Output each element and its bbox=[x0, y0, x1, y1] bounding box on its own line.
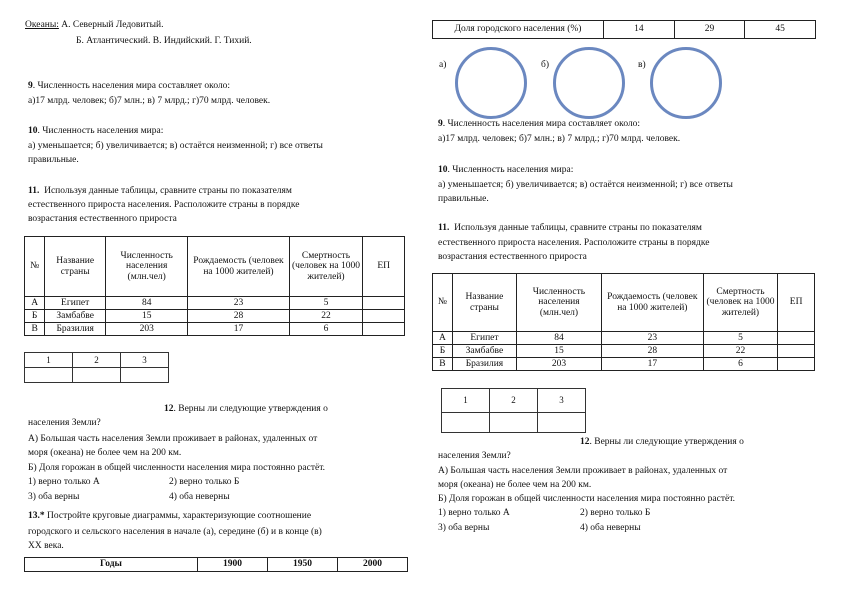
pie-chart-circle-c[interactable] bbox=[650, 47, 722, 119]
ep-cell[interactable] bbox=[363, 323, 405, 336]
q11-line3-right: возрастания естественного прироста bbox=[438, 252, 587, 262]
q11-line2: естественного прироста населения. Расположите страны в порядке bbox=[28, 200, 300, 210]
th-birth: Рождаемость (человек на 1000 жителей) bbox=[188, 237, 289, 297]
q12-statement-a1-right: А) Большая часть населения Земли проживает в районах, удаленных от bbox=[438, 466, 728, 476]
ep-cell[interactable] bbox=[363, 310, 405, 323]
oceans-line2: Б. Атлантический. В. Индийский. Г. Тихий. bbox=[76, 36, 252, 46]
share-2000: 45 bbox=[745, 21, 816, 39]
q12-question-2: населения Земли? bbox=[28, 418, 101, 428]
q12-question-2-right: населения Земли? bbox=[438, 451, 511, 461]
th-country: Название страны bbox=[45, 237, 106, 297]
q13-line3: XX века. bbox=[28, 541, 64, 551]
table-row: А Египет 84 23 5 bbox=[433, 332, 815, 345]
share-1900: 14 bbox=[604, 21, 675, 39]
q9-options-right: а)17 млрд. человек; б)7 млн.; в) 7 млрд.; г)70 млрд. человек. bbox=[438, 134, 681, 144]
th-death: Смертность (человек на 1000 жителей) bbox=[289, 237, 363, 297]
q12-option-4: 4) оба неверны bbox=[169, 492, 230, 502]
q12-option-2: 2) верно только Б bbox=[169, 477, 240, 487]
population-table-left bbox=[24, 236, 405, 336]
q11-line2-right: естественного прироста населения. Расположите страны в порядке bbox=[438, 238, 710, 248]
answer-grid-right: 1 2 3 bbox=[441, 388, 586, 433]
q10-options-1: а) уменьшается; б) увеличивается; в) остаётся неизменной; г) все ответы bbox=[28, 141, 323, 151]
q12-option-3: 3) оба верны bbox=[28, 492, 80, 502]
q12-option-1-right: 1) верно только А bbox=[438, 508, 510, 518]
q9-question: 9. Численность населения мира составляет около: bbox=[28, 81, 231, 91]
answer-cell[interactable] bbox=[490, 413, 538, 433]
answer-grid-left: 1 2 3 bbox=[24, 352, 169, 383]
q12-option-3-right: 3) оба верны bbox=[438, 523, 490, 533]
q12-statement-a2-right: моря (океана) не более чем на 200 км. bbox=[438, 480, 592, 490]
q12-statement-b: Б) Доля горожан в общей численности населения мира постоянно растёт. bbox=[28, 463, 326, 473]
q10-question: 10. Численность населения мира: bbox=[28, 126, 164, 136]
th-num: № bbox=[25, 237, 45, 297]
population-table-right: № Название страны Численность населения (млн.чел) Рождаемость (человек на 1000 жителей) Смертность (человек на 1000 жителей) ЕП А Египет 84 23 5 Б Замбабве 15 28 22 В Бразилия 203 17 6 bbox=[432, 273, 815, 371]
circle-label-b: б) bbox=[541, 60, 549, 70]
table-row: А Египет 84 23 5 bbox=[25, 297, 405, 310]
q12-option-2-right: 2) верно только Б bbox=[580, 508, 651, 518]
q9-question-right: 9. Численность населения мира составляет около: bbox=[438, 119, 641, 129]
q12-option-1: 1) верно только А bbox=[28, 477, 100, 487]
q10-question-right: 10. Численность населения мира: bbox=[438, 165, 574, 175]
year-1900: 1900 bbox=[198, 558, 268, 572]
ep-cell[interactable] bbox=[778, 358, 815, 371]
table-row: В Бразилия 203 17 6 bbox=[433, 358, 815, 371]
year-2000: 2000 bbox=[338, 558, 408, 572]
q10-options-2: правильные. bbox=[28, 155, 79, 165]
table-row: Б Замбабве 15 28 22 bbox=[433, 345, 815, 358]
years-label: Годы bbox=[25, 558, 198, 572]
ep-cell[interactable] bbox=[778, 332, 815, 345]
q12-statement-b-right: Б) Доля горожан в общей численности населения мира постоянно растёт. bbox=[438, 494, 736, 504]
q13-line1: 13.* Постройте круговые диаграммы, характеризующие соотношение bbox=[28, 511, 312, 521]
answer-cell[interactable] bbox=[121, 368, 169, 383]
table-row: В Бразилия 203 17 6 bbox=[25, 323, 405, 336]
years-table bbox=[24, 557, 408, 572]
share-1950: 29 bbox=[674, 21, 745, 39]
ep-cell[interactable] bbox=[778, 345, 815, 358]
q12-question: 12. Верны ли следующие утверждения о bbox=[164, 404, 328, 414]
q11-line1: 11. Используя данные таблицы, сравните страны по показателям bbox=[28, 186, 292, 196]
answer-cell[interactable] bbox=[25, 368, 73, 383]
answer-cell[interactable] bbox=[538, 413, 586, 433]
circle-label-a: а) bbox=[439, 60, 447, 70]
q11-line1-right: 11. Используя данные таблицы, сравните страны по показателям bbox=[438, 223, 702, 233]
q10-options-1-right: а) уменьшается; б) увеличивается; в) остаётся неизменной; г) все ответы bbox=[438, 180, 733, 190]
q12-statement-a1: А) Большая часть населения Земли проживает в районах, удаленных от bbox=[28, 434, 318, 444]
th-population: Численность населения (млн.чел) bbox=[106, 237, 188, 297]
pie-chart-circle-a[interactable] bbox=[455, 47, 527, 119]
table-row: Б Замбабве 15 28 22 bbox=[25, 310, 405, 323]
ep-cell[interactable] bbox=[363, 297, 405, 310]
oceans-line1: Океаны: А. Северный Ледовитый. bbox=[25, 20, 164, 30]
share-label: Доля городского населения (%) bbox=[433, 21, 604, 39]
q12-option-4-right: 4) оба неверны bbox=[580, 523, 641, 533]
pie-chart-circle-b[interactable] bbox=[553, 47, 625, 119]
q10-options-2-right: правильные. bbox=[438, 194, 489, 204]
th-ep: ЕП bbox=[363, 237, 405, 297]
q9-options: а)17 млрд. человек; б)7 млн.; в) 7 млрд.; г)70 млрд. человек. bbox=[28, 96, 271, 106]
answer-cell[interactable] bbox=[442, 413, 490, 433]
q13-line2: городского и сельского населения в начале (а), середине (б) и в конце (в) bbox=[28, 527, 322, 537]
year-1950: 1950 bbox=[268, 558, 338, 572]
q12-question-right: 12. Верны ли следующие утверждения о bbox=[580, 437, 744, 447]
answer-cell[interactable] bbox=[73, 368, 121, 383]
q11-line3: возрастания естественного прироста bbox=[28, 214, 177, 224]
urban-share-table bbox=[432, 20, 816, 39]
circle-label-c: в) bbox=[638, 60, 646, 70]
q12-statement-a2: моря (океана) не более чем на 200 км. bbox=[28, 448, 182, 458]
